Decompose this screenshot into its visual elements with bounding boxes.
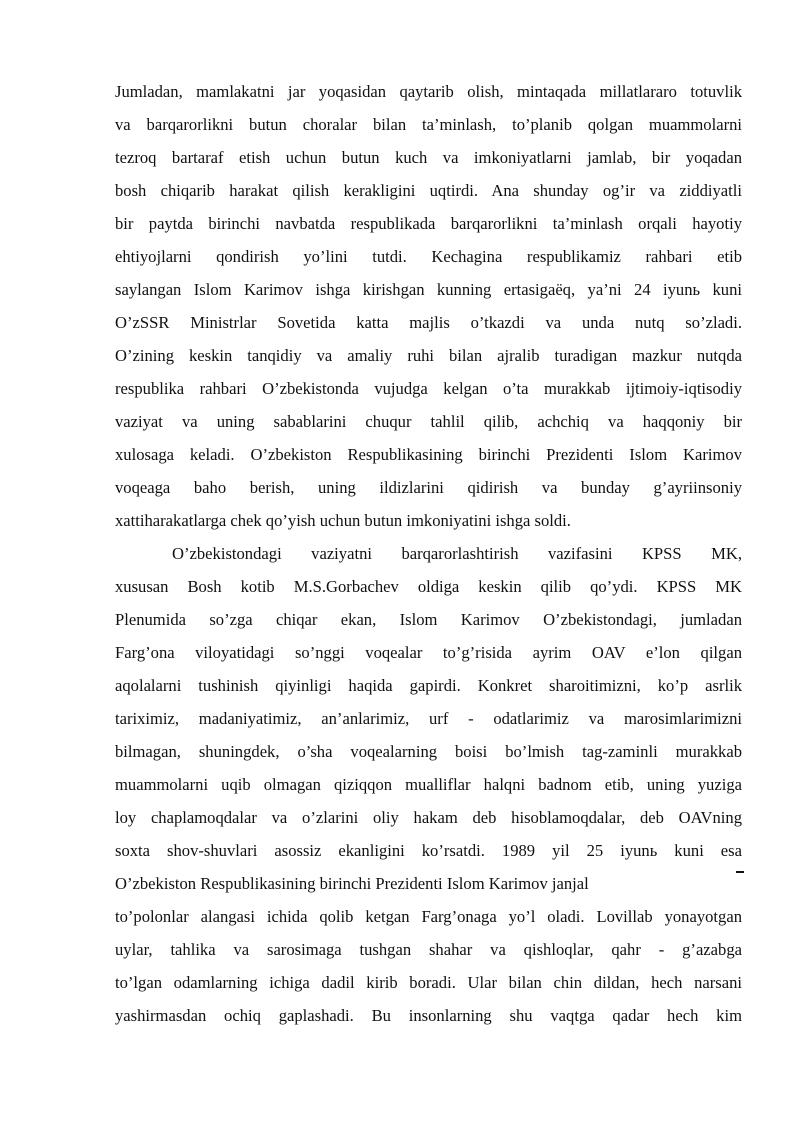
text-line: yashirmasdan ochiq gaplashadi. Bu insonlarning shu vaqtga qadar hech kim <box>115 1006 742 1025</box>
hyphen-mark <box>736 871 744 873</box>
paragraph-first-line: O’zbekistondagi vaziyatni barqarorlashtirish vazifasini KPSS MK, <box>172 544 742 563</box>
text-line: to’polonlar alangasi ichida qolib ketgan Farg’onaga yo’l oladi. Lovillab yonayotgan <box>115 907 742 926</box>
text-line: ehtiyojlarni qondirish yo’lini tutdi. Kechagina respublikamiz rahbari etib <box>115 247 742 266</box>
text-line: O’zining keskin tanqidiy va amaliy ruhi bilan ajralib turadigan mazkur nutqda <box>115 346 742 365</box>
text-line: muammolarni uqib olmagan qiziqqon mualliflar halqni badnom etib, uning yuziga <box>115 775 742 794</box>
text-line: tezroq bartaraf etish uchun butun kuch va imkoniyatlarni jamlab, bir yoqadan <box>115 148 742 167</box>
text-line: bilmagan, shuningdek, o’sha voqealarning boisi bo’lmish tag-zaminli murakkab <box>115 742 742 761</box>
text-line: respublika rahbari O’zbekistonda vujudga kelgan o’ta murakkab ijtimoiy-iqtisodiy <box>115 379 742 398</box>
text-line: va barqarorlikni butun choralar bilan ta’minlash, to’planib qolgan muammolarni <box>115 115 742 134</box>
text-line: O’zSSR Ministrlar Sovetida katta majlis o’tkazdi va unda nutq so’zladi. <box>115 313 742 332</box>
text-line: uylar, tahlika va sarosimaga tushgan shahar va qishloqlar, qahr - g’azabga <box>115 940 742 959</box>
text-line: vaziyat va uning sabablarini chuqur tahlil qilib, achchiq va haqqoniy bir <box>115 412 742 431</box>
text-line: xulosaga keladi. O’zbekiston Respublikasining birinchi Prezidenti Islom Karimov <box>115 445 742 464</box>
text-line: bir paytda birinchi navbatda respublikada barqarorlikni ta’minlash orqali hayotiy <box>115 214 742 233</box>
text-line: Farg’ona viloyatidagi so’nggi voqealar to’g’risida ayrim OAV e’lon qilgan <box>115 643 742 662</box>
text-line: xattiharakatlarga chek qo’yish uchun butun imkoniyatini ishga soldi. <box>115 511 571 530</box>
text-line: aqolalarni tushinish qiyinligi haqida gapirdi. Konkret sharoitimizni, ko’p asrlik <box>115 676 742 695</box>
text-line: O’zbekiston Respublikasining birinchi Prezidenti Islom Karimov janjal <box>115 874 589 893</box>
text-line: Plenumida so’zga chiqar ekan, Islom Karimov O’zbekistondagi, jumladan <box>115 610 742 629</box>
text-line: tariximiz, madaniyatimiz, an’anlarimiz, urf - odatlarimiz va marosimlarimizni <box>115 709 742 728</box>
text-line: to’lgan odamlarning ichiga dadil kirib boradi. Ular bilan chin dildan, hech narsani <box>115 973 742 992</box>
text-line: bosh chiqarib harakat qilish kerakligini uqtirdi. Ana shunday og’ir va ziddiyatli <box>115 181 742 200</box>
text-line: Jumladan, mamlakatni jar yoqasidan qaytarib olish, mintaqada millatlararo totuvlik <box>115 82 742 101</box>
text-line: loy chaplamoqdalar va o’zlarini oliy hakam deb hisoblamoqdalar, deb OAVning <box>115 808 742 827</box>
text-line: soxta shov-shuvlari asossiz ekanligini ko’rsatdi. 1989 yil 25 iyunь kuni esa <box>115 841 742 860</box>
body-text <box>115 75 742 1032</box>
text-line: saylangan Islom Karimov ishga kirishgan kunning ertasigaёq, ya’ni 24 iyunь kuni <box>115 280 742 299</box>
text-line: xususan Bosh kotib M.S.Gorbachev oldiga keskin qilib qo’ydi. KPSS MK <box>115 577 742 596</box>
text-line: voqeaga baho berish, uning ildizlarini qidirish va bunday g’ayriinsoniy <box>115 478 742 497</box>
